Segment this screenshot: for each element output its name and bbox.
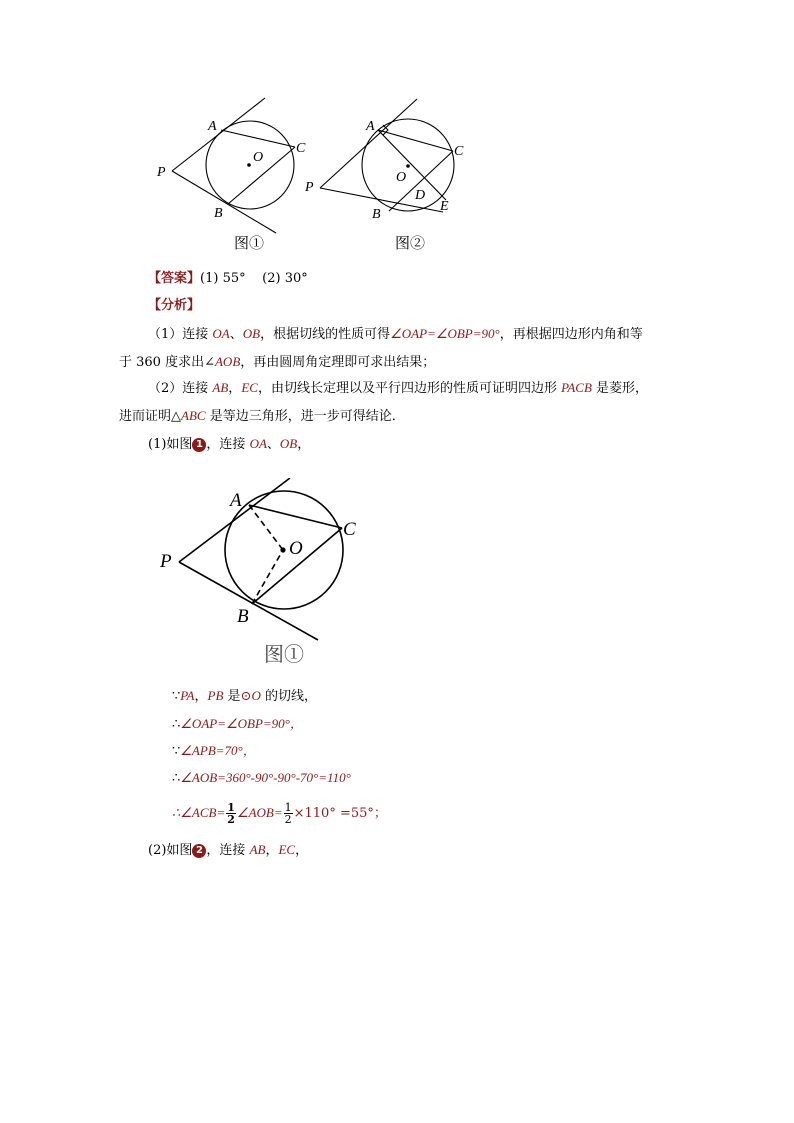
label-P: P [157, 165, 166, 180]
text: 是等边三角形，进一步可得结论． [205, 409, 405, 424]
solution-step1 [148, 434, 310, 455]
solution-line3 [172, 741, 256, 762]
text: (2)如图 [148, 843, 193, 858]
text: ， [295, 843, 309, 858]
label-O: O [396, 170, 407, 185]
text: 的切线， [260, 689, 317, 704]
triangle-ABC: ABC [181, 408, 206, 423]
figure-1-large [150, 478, 380, 670]
answer-part1: (1) 55° [200, 271, 246, 286]
text: 进而证明△ [119, 409, 181, 424]
equation: ∠OAP=∠OBP=90° [390, 326, 500, 341]
label-B: B [214, 206, 223, 221]
circled-number: 2 [192, 844, 206, 858]
analysis-tag: 【分析】 [148, 298, 201, 313]
text: （1）连接 [148, 327, 213, 342]
text: 、 [229, 327, 243, 342]
caption-fig1: 图① [234, 236, 265, 252]
solution-line2 [172, 714, 303, 735]
text: ，连接 [206, 437, 250, 452]
segment-EC: EC [278, 842, 296, 857]
text: ， [194, 689, 208, 704]
label-B: B [372, 207, 381, 222]
text: 、 [266, 437, 280, 452]
figure-2-small [300, 90, 480, 260]
segment-OB: OB [279, 436, 298, 451]
point-O: O [251, 688, 261, 703]
analysis-p2-line1 [148, 378, 648, 399]
label-C: C [343, 519, 356, 540]
text: (1)如图 [148, 437, 193, 452]
equation-part: ×110° =55°； [293, 806, 387, 821]
solution-line5 [172, 800, 387, 827]
text: ，再由圆周角定理即可求出结果； [240, 355, 436, 370]
text: 是 [223, 689, 241, 704]
label-P: P [160, 551, 172, 572]
circle-symbol: ⊙ [240, 689, 252, 704]
segment-PB: PB [207, 688, 224, 703]
segment-EC: EC [241, 380, 258, 395]
text: ，连接 [206, 843, 250, 858]
segment-AB: AB [249, 842, 266, 857]
text: （2）连接 [148, 381, 213, 396]
text: ， [265, 843, 279, 858]
figure-1-small [150, 90, 320, 260]
segment-OA: OA [212, 326, 230, 341]
label-A: A [366, 119, 375, 134]
caption-fig1-large: 图① [264, 644, 304, 666]
because-symbol: ∵ [172, 744, 181, 759]
text: 是菱形， [591, 381, 649, 396]
denominator: 2 [284, 813, 292, 826]
answer-part2: (2) 30° [262, 271, 308, 286]
text: 于 360 度求出∠ [119, 355, 215, 370]
circled-number: 1 [192, 438, 206, 452]
label-D: D [415, 188, 426, 203]
label-O: O [289, 538, 303, 559]
denominator: 2 [227, 813, 235, 826]
text: ， [297, 437, 311, 452]
therefore-symbol: ∴ [172, 717, 181, 732]
solution-line1 [172, 686, 317, 707]
fraction-half [284, 802, 293, 825]
equation: ∠OAP=∠OBP=90°， [180, 716, 303, 731]
angle-AOB: AOB [214, 354, 241, 369]
analysis-p1-line1 [148, 324, 643, 345]
therefore-symbol: ∴ [172, 771, 181, 786]
text: ，由切线长定理以及平行四边形的性质可证明四边形 [257, 381, 562, 396]
caption-fig2: 图② [395, 236, 426, 252]
equation-part: ∠AOB= [236, 805, 283, 820]
analysis-p2-line2 [119, 406, 405, 427]
analysis-heading [148, 296, 200, 316]
label-O: O [253, 150, 264, 165]
label-C: C [296, 141, 306, 156]
segment-OA: OA [249, 436, 267, 451]
answer-tag: 【答案】 [148, 271, 201, 286]
text: ，再根据四边形内角和等 [499, 327, 643, 342]
equation-part: ∴∠ACB= [172, 805, 226, 820]
label-P: P [305, 180, 314, 195]
label-A: A [230, 490, 242, 511]
numerator: 1 [284, 801, 292, 814]
segment-PA: PA [180, 688, 195, 703]
text: ， [228, 381, 242, 396]
equation: ∠APB=70°， [180, 743, 256, 758]
analysis-p1-line2 [119, 352, 435, 373]
segment-OB: OB [242, 326, 261, 341]
label-A: A [208, 119, 217, 134]
label-B: B [237, 606, 249, 627]
segment-AB: AB [212, 380, 229, 395]
solution-line4 [172, 768, 351, 789]
label-C: C [454, 144, 464, 159]
equation: ∠AOB=360°-90°-90°-70°=110° [180, 770, 351, 785]
because-symbol: ∵ [172, 689, 181, 704]
fraction-half [226, 802, 236, 825]
answer-line [148, 269, 308, 289]
solution-step2 [148, 840, 308, 861]
text: ，根据切线的性质可得 [260, 327, 391, 342]
quad-PACB: PACB [561, 380, 592, 395]
numerator: 1 [227, 801, 235, 814]
label-E: E [440, 199, 449, 214]
